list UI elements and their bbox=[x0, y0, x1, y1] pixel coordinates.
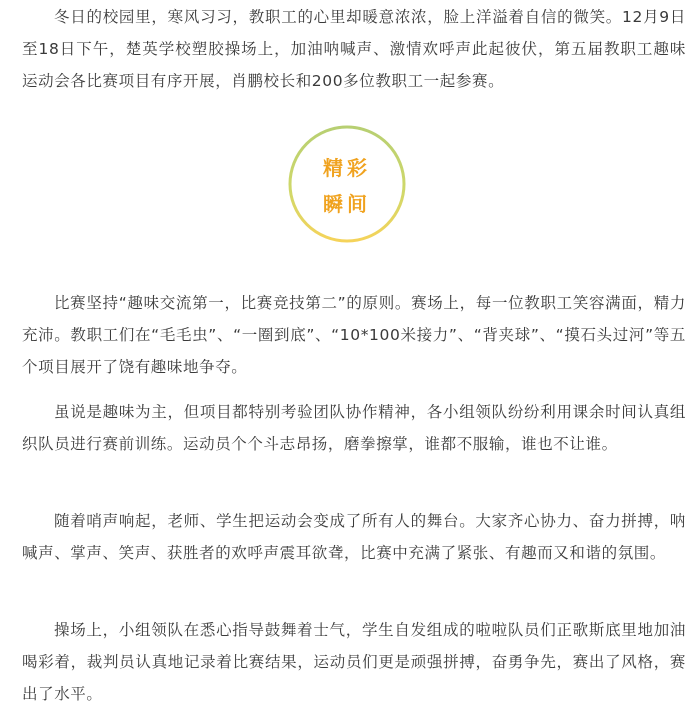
badge-ring-icon bbox=[285, 124, 419, 248]
section-badge bbox=[285, 124, 419, 248]
paragraph-intro: 冬日的校园里，寒风习习，教职工的心里却暖意浓浓，脸上洋溢着自信的微笑。12月9日至18日下午，楚英学校塑胶操场上，加油呐喊声、激情欢呼声此起彼伏，第五届教职工趣味运动会各比赛项目有序开展，肖鹏校长和200多位教职工一起参赛。 bbox=[22, 8, 686, 90]
paragraph-principle: 比赛坚持“趣味交流第一，比赛竞技第二”的原则。赛场上，每一位教职工笑容满面，精力充沛。教职工们在“毛毛虫”、“一圈到底”、“10*100米接力”、“背夹球”、“摸石头过河”等五个项目展开了饶有趣味地争夺。 bbox=[22, 294, 686, 376]
paragraph-atmosphere: 随着哨声响起，老师、学生把运动会变成了所有人的舞台。大家齐心协力、奋力拼搏，呐喊声、掌声、笑声、获胜者的欢呼声震耳欲聋，比赛中充满了紧张、有趣而又和谐的氛围。 bbox=[22, 512, 686, 562]
badge-title-line-2: 瞬间 bbox=[323, 192, 371, 216]
badge-title-line-1: 精彩 bbox=[323, 156, 371, 180]
paragraph-playground: 操场上，小组领队在悉心指导鼓舞着士气，学生自发组成的啦啦队员们正歌斯底里地加油喝彩着，裁判员认真地记录着比赛结果，运动员们更是顽强拼搏，奋勇争先，赛出了风格，赛出了水平。 bbox=[22, 621, 686, 703]
paragraph-teamwork: 虽说是趣味为主，但项目都特别考验团队协作精神，各小组领队纷纷利用课余时间认真组织队员进行赛前训练。运动员个个斗志昂扬，磨拳擦掌，谁都不服输，谁也不让谁。 bbox=[22, 403, 686, 453]
